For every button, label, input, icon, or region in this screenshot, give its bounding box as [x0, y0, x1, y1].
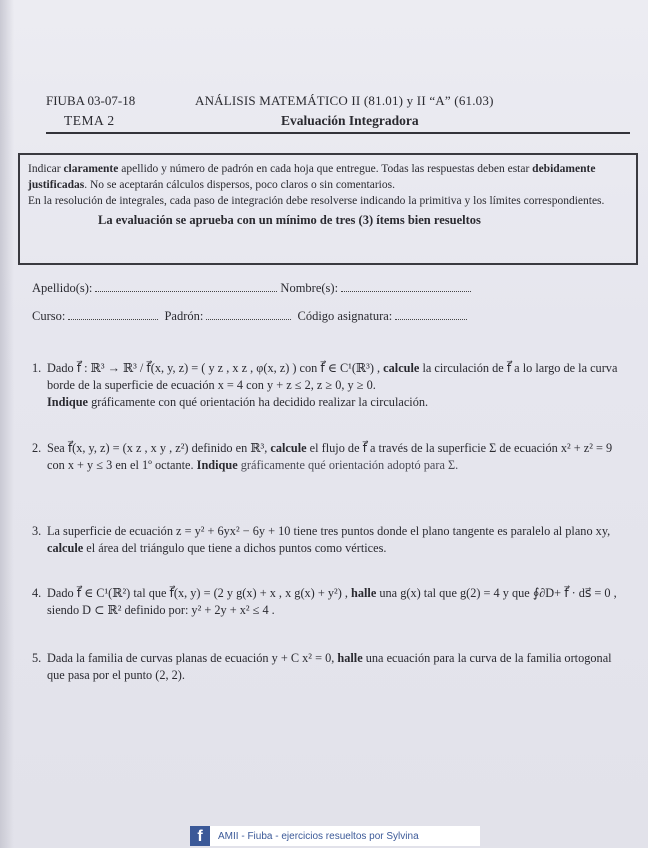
problem-4	[32, 585, 620, 619]
fields-row-2	[32, 309, 622, 337]
tema-label: TEMA 2	[64, 113, 115, 128]
fields-row-1	[32, 281, 622, 309]
institution-date: FIUBA 03-07-18	[46, 93, 136, 108]
curso-label: Curso:	[32, 309, 66, 323]
instr-text: apellido y número de padrón en cada hoja que entregue. Todas las respuestas deben estar	[118, 163, 533, 175]
problem-text: gráficamente con qué orientación ha decidido realizar la circulación.	[88, 395, 429, 409]
problem-text: La superficie de ecuación z = y² + 6yx² − 6y + 10 tiene tres puntos donde el plano tangente es paralelo al plano xy,	[47, 524, 611, 538]
problem-keyword: calcule	[383, 361, 420, 375]
problem-3	[32, 523, 620, 557]
facebook-icon: f	[190, 826, 210, 846]
problem-keyword: halle	[337, 651, 363, 665]
problem-body	[47, 585, 620, 619]
problem-1	[32, 360, 620, 411]
instr-emphasis: debidamente justificadas	[28, 163, 596, 191]
course-title: ANÁLISIS MATEMÁTICO II (81.01) y II “A” (61.03)	[195, 93, 494, 108]
problem-text: gráficamente qué orientación adoptó para Σ.	[237, 458, 459, 472]
apellido-blank[interactable]	[95, 281, 277, 292]
instr-emphasis: claramente	[63, 163, 119, 175]
problem-keyword: Indique	[196, 458, 238, 472]
problem-text: una g(x) tal que g(2) = 4 y que ∮∂D+ f⃗ · ds⃗ = 0 , siendo D ⊂ ℝ² definido por: y² + 2y + x² ≤ 4 .	[47, 586, 617, 617]
problem-text: el flujo de f⃗ a través de la superficie Σ de ecuación x² + z² = 9 con x + y ≤ 3 en el 1º octante.	[47, 441, 613, 472]
padron-label: Padrón:	[164, 309, 204, 323]
problem-text: Dado f⃗ : ℝ³ → ℝ³ / f⃗(x, y, z) = ( y z , x z , φ(x, z) ) con f⃗ ∈ C¹(ℝ³) ,	[47, 361, 384, 375]
problem-keyword: Indique	[47, 395, 89, 409]
problem-text: Dada la familia de curvas planas de ecuación y + C x² = 0,	[47, 651, 338, 665]
problem-5	[32, 650, 620, 684]
header-divider	[46, 132, 630, 134]
problem-body	[47, 650, 620, 684]
header-left	[46, 93, 135, 133]
nombre-blank[interactable]	[341, 281, 471, 292]
problem-text: Dado f⃗ ∈ C¹(ℝ²) tal que f⃗(x, y) = (2 y g(x) + x , x g(x) + y²) ,	[47, 586, 352, 600]
problem-body	[47, 523, 620, 557]
student-fields	[32, 281, 622, 337]
instr-text: . No se aceptarán cálculos dispersos, poco claros o sin comentarios.	[84, 179, 395, 191]
problem-number: 4.	[32, 586, 42, 600]
curso-blank[interactable]	[68, 309, 158, 320]
problem-number: 2.	[32, 441, 42, 455]
problem-body	[47, 440, 620, 474]
problem-text: la circulación de f⃗ a lo largo de la curva borde de la superficie de ecuación x = 4 con y + z ≤ 2, z ≥ 0, y ≥ 0.	[47, 361, 618, 392]
footer-banner[interactable]	[190, 826, 480, 846]
instructions-box	[18, 153, 638, 265]
problem-keyword: calcule	[270, 441, 307, 455]
problem-text: Sea f⃗(x, y, z) = (x z , x y , z²) definido en ℝ³,	[47, 441, 271, 455]
problem-text: una ecuación para la curva de la familia ortogonal que pasa por el punto (2, 2).	[47, 651, 612, 682]
problem-number: 3.	[32, 524, 42, 538]
padron-blank[interactable]	[206, 309, 291, 320]
instr-text: Indicar	[28, 163, 64, 175]
problem-keyword: halle	[351, 586, 377, 600]
problem-number: 5.	[32, 651, 42, 665]
apellido-label: Apellido(s):	[32, 281, 93, 295]
instructions-line-1	[28, 161, 628, 193]
problem-2	[32, 440, 620, 474]
problem-number: 1.	[32, 361, 42, 375]
problem-keyword: calcule	[47, 541, 84, 555]
codigo-label: Código asignatura:	[297, 309, 393, 323]
nombre-label: Nombre(s):	[280, 281, 339, 295]
codigo-blank[interactable]	[395, 309, 467, 320]
instructions-line-2: En la resolución de integrales, cada paso de integración debe resolverse indicando la primitiva y los límites correspondientes.	[28, 195, 605, 207]
evaluation-title: Evaluación Integradora	[281, 113, 419, 128]
header-right	[195, 93, 555, 129]
problem-text: el área del triángulo que tiene a dichos puntos como vértices.	[83, 541, 387, 555]
footer-text: AMII - Fiuba - ejercicios resueltos por Sylvina	[218, 830, 419, 842]
approval-rule: La evaluación se aprueba con un mínimo de tres (3) ítems bien resueltos	[98, 213, 481, 227]
problem-body	[47, 360, 620, 411]
